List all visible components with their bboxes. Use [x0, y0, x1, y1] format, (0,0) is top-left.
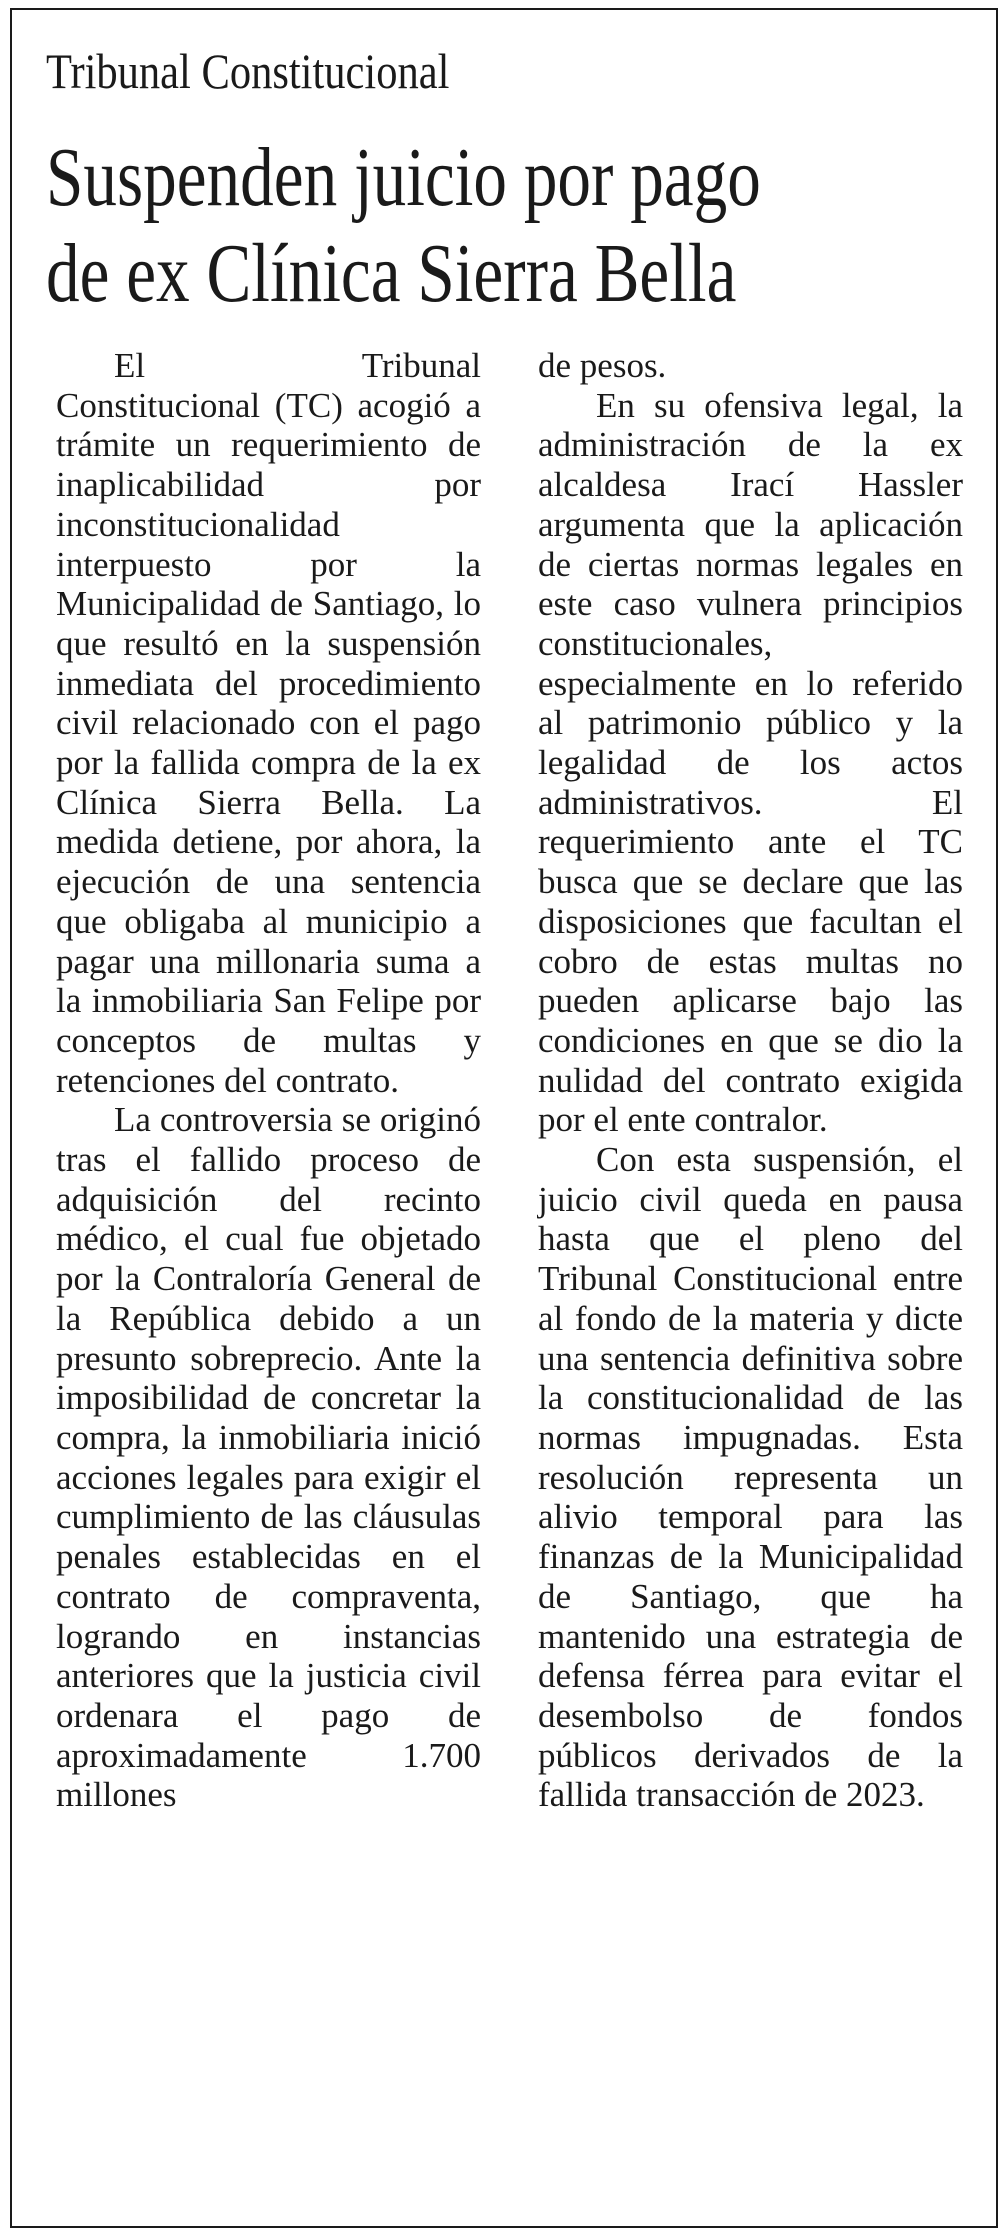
paragraph: La controversia se originó tras el fallido proceso de adquisición del recinto médico, el cual fue objetado por la Contraloría General de la República debido a un presunto sobreprecio. Ante la imposibilidad de concretar la compra, la inmobiliaria inició acciones legales para exigir el cumplimiento de las cláusulas penales establecidas en el contrato de compraventa, logrando en instancias anteriores que la justicia civil ordenara el pago de aproximadamente 1.700 millones [56, 1100, 481, 1815]
headline-line-1: Suspenden juicio por pago [46, 131, 761, 224]
paragraph: El Tribunal Constitucional (TC) acogió a trámite un requerimiento de inaplicabilidad por inconstitucionalidad interpuesto por la Municipalidad de Santiago, lo que resultó en la suspensión inmediata del procedimiento civil relacionado con el pago por la fallida compra de la ex Clínica Sierra Bella. La medida detiene, por ahora, la ejecución de una sentencia que obligaba al municipio a pagar una millonaria suma a la inmobiliaria San Felipe por conceptos de multas y retenciones del contrato. [56, 346, 481, 1100]
body-column-right [538, 346, 963, 1815]
body-column-left [56, 346, 481, 1815]
paragraph: Con esta suspensión, el juicio civil queda en pausa hasta que el pleno del Tribunal Constitucional entre al fondo de la materia y dicte una sentencia definitiva sobre la constitucionalidad de las normas impugnadas. Esta resolución representa un alivio temporal para las finanzas de la Municipalidad de Santiago, que ha mantenido una estrategia de defensa férrea para evitar el desembolso de fondos públicos derivados de la fallida transacción de 2023. [538, 1140, 963, 1815]
section-label: Tribunal Constitucional [46, 43, 450, 99]
paragraph-continuation: de pesos. [538, 346, 667, 385]
paragraph: En su ofensiva legal, la administración de la ex alcaldesa Irací Hassler argumenta que la aplicación de ciertas normas legales en este caso vulnera principios constitucionales, especialmente en lo referido al patrimonio público y la legalidad de los actos administrativos. El requerimiento ante el TC busca que se declare que las disposiciones que facultan el cobro de estas multas no pueden aplicarse bajo las condiciones en que se dio la nulidad del contrato exigida por el ente contralor. [538, 385, 963, 1140]
headline-line-2: de ex Clínica Sierra Bella [46, 227, 737, 320]
headline [46, 130, 926, 322]
